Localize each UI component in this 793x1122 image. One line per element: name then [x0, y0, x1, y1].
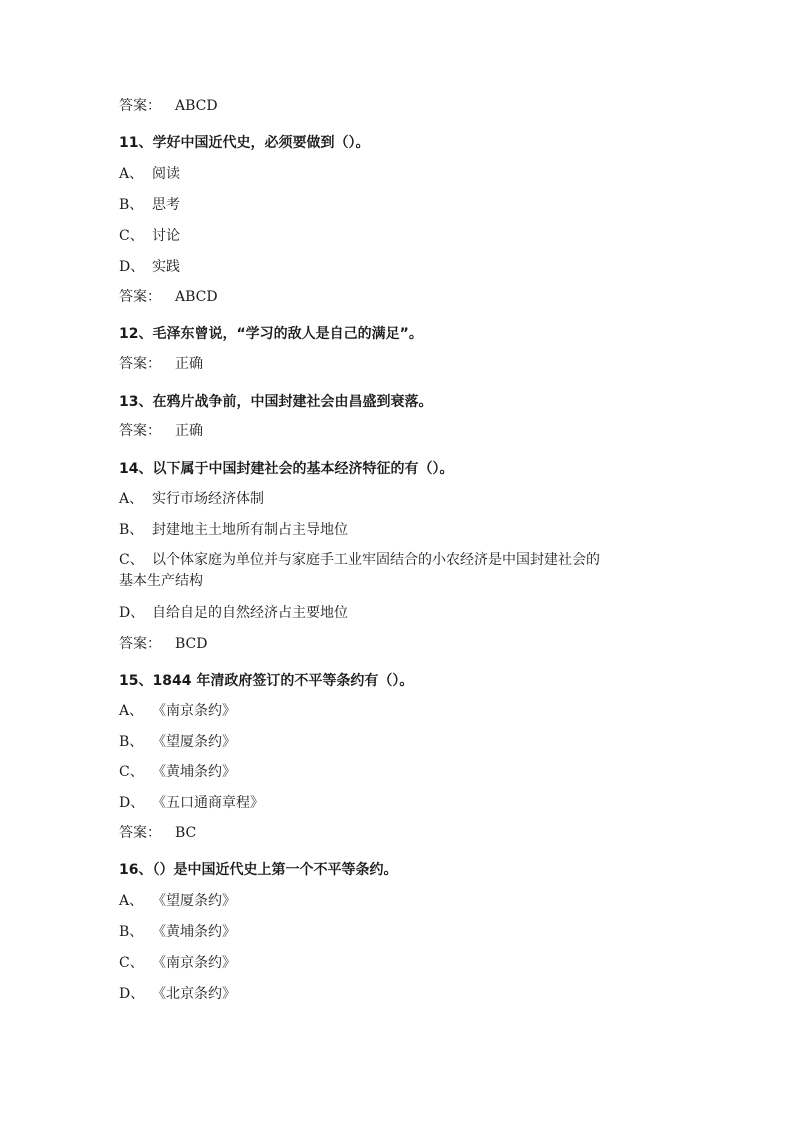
option-line	[119, 603, 348, 623]
option-text: 《望厦条约》	[152, 734, 236, 750]
answer-line	[119, 287, 218, 307]
question-13: 13、在鸦片战争前，中国封建社会由昌盛到衰落。	[119, 394, 433, 410]
answer-label: 答案：	[119, 423, 161, 439]
option-letter: C、	[119, 228, 144, 244]
option-letter: C、	[119, 764, 144, 780]
option-letter: C、	[119, 955, 144, 971]
answer-line	[119, 421, 203, 441]
answer-value: 正确	[175, 423, 203, 439]
option-letter: D、	[119, 795, 145, 811]
option-line	[119, 891, 236, 911]
option-line	[119, 701, 236, 721]
option-text: 实行市场经济体制	[152, 491, 264, 507]
question-12: 12、毛泽东曾说，“学习的敌人是自己的满足”。	[119, 326, 423, 342]
option-text: 阅读	[152, 166, 180, 182]
option-letter: A、	[119, 893, 144, 909]
answer-label: 答案：	[119, 98, 161, 114]
option-letter: A、	[119, 703, 144, 719]
answer-line	[119, 634, 207, 654]
option-text: 《黄埔条约》	[152, 764, 236, 780]
option-text: 《黄埔条约》	[152, 924, 236, 940]
option-line	[119, 520, 348, 540]
option-text: 《五口通商章程》	[152, 795, 264, 811]
option-line	[119, 257, 180, 277]
answer-label: 答案：	[119, 825, 161, 841]
answer-label: 答案：	[119, 289, 161, 305]
option-text: 以个体家庭为单位并与家庭手工业牢固结合的小农经济是中国封建社会的	[152, 552, 600, 568]
option-line	[119, 195, 180, 215]
question-14: 14、以下属于中国封建社会的基本经济特征的有（）。	[119, 461, 454, 477]
option-line	[119, 953, 236, 973]
option-line	[119, 793, 264, 813]
option-continuation: 基本生产结构	[119, 573, 203, 589]
option-letter: B、	[119, 522, 144, 538]
option-text: 《南京条约》	[152, 703, 236, 719]
option-letter: B、	[119, 197, 144, 213]
option-text: 讨论	[152, 228, 180, 244]
option-text: 封建地主土地所有制占主导地位	[152, 522, 348, 538]
option-letter: B、	[119, 734, 144, 750]
option-line	[119, 164, 180, 184]
option-text: 思考	[152, 197, 180, 213]
option-line	[119, 489, 264, 509]
option-text: 自给自足的自然经济占主要地位	[152, 605, 348, 621]
option-letter: A、	[119, 166, 144, 182]
question-16: 16、（）是中国近代史上第一个不平等条约。	[119, 862, 398, 878]
answer-value: ABCD	[175, 289, 218, 305]
answer-label: 答案：	[119, 636, 161, 652]
answer-value: BC	[175, 825, 197, 841]
option-letter: C、	[119, 552, 144, 568]
option-letter: B、	[119, 924, 144, 940]
option-line	[119, 984, 236, 1004]
answer-line	[119, 96, 218, 116]
option-letter: D、	[119, 605, 145, 621]
option-line	[119, 550, 600, 570]
option-text: 《望厦条约》	[152, 893, 236, 909]
question-15: 15、1844 年清政府签订的不平等条约有（）。	[119, 673, 414, 689]
option-text: 《南京条约》	[152, 955, 236, 971]
answer-label: 答案：	[119, 356, 161, 372]
option-letter: A、	[119, 491, 144, 507]
option-line	[119, 762, 236, 782]
answer-line	[119, 823, 196, 843]
answer-value: ABCD	[175, 98, 218, 114]
answer-line	[119, 354, 203, 374]
option-letter: D、	[119, 986, 145, 1002]
answer-value: 正确	[175, 356, 203, 372]
option-line	[119, 732, 236, 752]
option-text: 实践	[152, 259, 180, 275]
question-11: 11、学好中国近代史，必须要做到（）。	[119, 135, 370, 151]
option-line	[119, 226, 180, 246]
option-text: 《北京条约》	[152, 986, 236, 1002]
option-letter: D、	[119, 259, 145, 275]
answer-value: BCD	[175, 636, 208, 652]
option-line	[119, 922, 236, 942]
